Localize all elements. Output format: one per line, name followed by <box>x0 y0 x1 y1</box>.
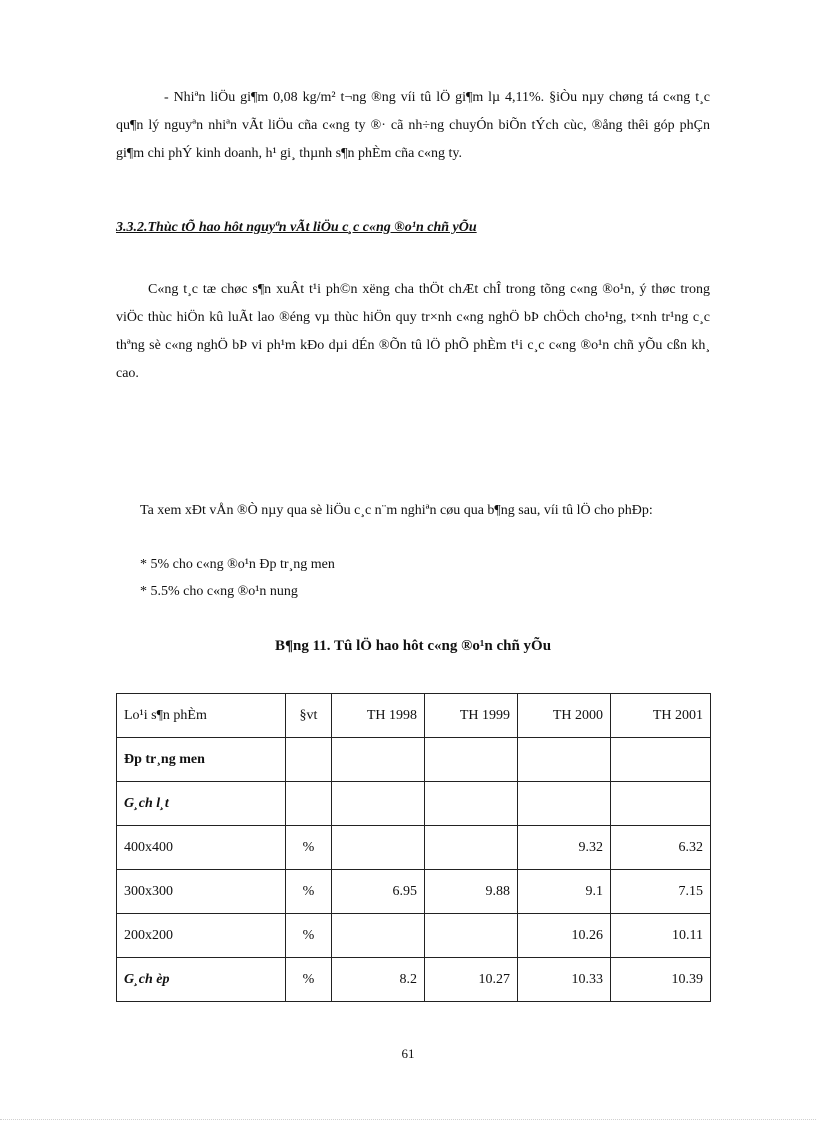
bullet-item-1: * 5% cho c«ng ®o¹n Ðp tr¸ng men <box>140 557 335 572</box>
paragraph-material-savings: - Nhiªn liÖu gi¶m 0,08 kg/m² t¬ng ®ng víi tû lÖ gi¶m lµ 4,11%. §iÒu nµy chøng tá c«ng t¸c qu¶n lý nguyªn nhiªn vÃt liÖu cña c«ng ty ®· cã nh÷ng chuyÓn biÕn tÝch cùc, ®ång thêi góp phÇn gi¶m chi phÝ kinh doanh, h¹ gi¸ thµnh s¶n phÈm cña c«ng ty. <box>116 90 710 161</box>
table-row <box>117 914 711 958</box>
cell <box>425 738 518 782</box>
cell-value: 6.95 <box>332 870 425 914</box>
table-row <box>117 958 711 1002</box>
cell <box>518 782 611 826</box>
table-row <box>117 870 711 914</box>
cell <box>611 782 711 826</box>
cell-unit: % <box>286 870 332 914</box>
header-th-2001: TH 2001 <box>611 694 711 738</box>
cell-value: 10.26 <box>518 914 611 958</box>
table-row <box>117 826 711 870</box>
table-title: B¶ng 11. Tû lÖ hao hôt c«ng ®o¹n chñ yÕu <box>274 638 552 654</box>
header-unit: §vt <box>286 694 332 738</box>
loss-rate-table <box>116 693 711 1002</box>
table-header-row <box>117 694 711 738</box>
header-th-1999: TH 1999 <box>425 694 518 738</box>
bullet-item-2: * 5.5% cho c«ng ®o¹n nung <box>140 584 298 599</box>
cell <box>425 782 518 826</box>
page-bottom-divider <box>0 1119 816 1120</box>
row-label: 200x200 <box>117 914 286 958</box>
cell-value: 6.32 <box>611 826 711 870</box>
row-label: G¸ch èp <box>117 958 286 1002</box>
row-label: 300x300 <box>117 870 286 914</box>
cell-value <box>332 914 425 958</box>
cell <box>286 782 332 826</box>
table-row <box>117 738 711 782</box>
cell-unit: % <box>286 826 332 870</box>
cell <box>332 782 425 826</box>
cell-unit: % <box>286 914 332 958</box>
cell-value: 10.27 <box>425 958 518 1002</box>
row-label: 400x400 <box>117 826 286 870</box>
cell-value: 10.33 <box>518 958 611 1002</box>
cell-value: 9.32 <box>518 826 611 870</box>
header-product-type: Lo¹i s¶n phÈm <box>117 694 286 738</box>
cell <box>518 738 611 782</box>
cell-value <box>425 914 518 958</box>
cell-value: 7.15 <box>611 870 711 914</box>
row-label: G¸ch l¸t <box>117 782 286 826</box>
table-row <box>117 782 711 826</box>
page-number: 61 <box>401 1046 415 1061</box>
cell <box>286 738 332 782</box>
paragraph-table-intro: Ta xem xÐt vÅn ®Ò nµy qua sè liÖu c¸c n¨m nghiªn cøu qua b¶ng sau, víi tû lÖ cho phÐp: <box>140 503 653 518</box>
header-th-1998: TH 1998 <box>332 694 425 738</box>
cell-value: 8.2 <box>332 958 425 1002</box>
cell-value: 10.39 <box>611 958 711 1002</box>
cell-unit: % <box>286 958 332 1002</box>
cell-value: 9.1 <box>518 870 611 914</box>
header-th-2000: TH 2000 <box>518 694 611 738</box>
cell-value: 10.11 <box>611 914 711 958</box>
cell-value <box>425 826 518 870</box>
row-label: Ðp tr¸ng men <box>117 738 286 782</box>
paragraph-production-organization: C«ng t¸c tæ chøc s¶n xuÂt t¹i ph©n xëng cha thÖt chÆt chÎ trong tõng c«ng ®o¹n, ý thøc trong viÖc thùc hiÖn kû luÃt lao ®éng vµ thùc hiÖn quy tr×nh c«ng nghÖ bÞ chÖch cho¹ng, t×nh tr¹ng c¸c thªng sè c«ng nghÖ bÞ vi ph¹m kÐo dµi dÉn ®Õn tû lÖ phÕ phÈm t¹i c¸c c«ng ®o¹n chñ yÕu cßn kh¸ cao. <box>116 282 710 381</box>
section-heading-3-3-2: 3.3.2.Thùc tÕ hao hôt nguyªn vÃt liÖu c¸c c«ng ®o¹n chñ yÕu <box>116 220 477 235</box>
cell <box>611 738 711 782</box>
cell <box>332 738 425 782</box>
cell-value: 9.88 <box>425 870 518 914</box>
cell-value <box>332 826 425 870</box>
